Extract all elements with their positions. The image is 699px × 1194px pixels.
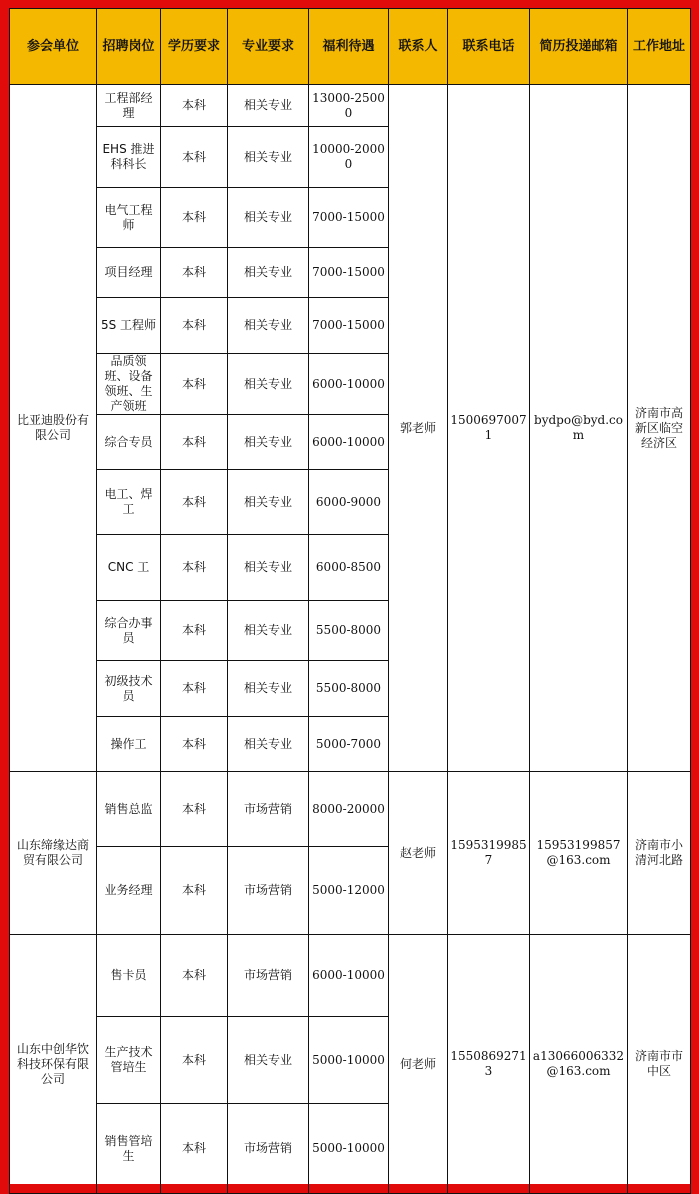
contact-person: 赵老师 (389, 772, 448, 935)
job-salary: 7000-15000 (309, 248, 389, 298)
header-contact: 联系人 (389, 9, 448, 85)
work-address: 济南市市中区 (628, 935, 691, 1194)
job-education: 本科 (161, 601, 228, 661)
job-salary: 6000-10000 (309, 354, 389, 415)
job-salary: 5000-10000 (309, 1104, 389, 1194)
job-education: 本科 (161, 188, 228, 248)
table-row (10, 772, 691, 847)
job-salary: 6000-10000 (309, 935, 389, 1017)
header-major: 专业要求 (228, 9, 309, 85)
job-title: 初级技术员 (97, 661, 161, 717)
job-salary: 5500-8000 (309, 601, 389, 661)
job-title: 业务经理 (97, 847, 161, 935)
job-salary: 5000-10000 (309, 1017, 389, 1104)
contact-person: 何老师 (389, 935, 448, 1194)
job-title: 操作工 (97, 717, 161, 772)
contact-phone: 15953199857 (448, 772, 530, 935)
header-row (10, 9, 691, 85)
contact-phone: 15508692713 (448, 935, 530, 1194)
contact-email: a13066006332@163.com (530, 935, 628, 1194)
job-education: 本科 (161, 1104, 228, 1194)
company-name: 比亚迪股份有限公司 (10, 85, 97, 772)
header-salary: 福利待遇 (309, 9, 389, 85)
job-education: 本科 (161, 772, 228, 847)
job-major: 相关专业 (228, 415, 309, 470)
job-salary: 8000-20000 (309, 772, 389, 847)
job-major: 相关专业 (228, 354, 309, 415)
job-title: EHS 推进科科长 (97, 127, 161, 188)
header-address: 工作地址 (628, 9, 691, 85)
job-education: 本科 (161, 127, 228, 188)
job-education: 本科 (161, 298, 228, 354)
job-title: 电工、焊工 (97, 470, 161, 535)
recruitment-table (9, 8, 691, 1194)
job-salary: 6000-10000 (309, 415, 389, 470)
job-major: 市场营销 (228, 772, 309, 847)
job-title: 综合办事员 (97, 601, 161, 661)
job-salary: 6000-8500 (309, 535, 389, 601)
job-education: 本科 (161, 248, 228, 298)
job-education: 本科 (161, 415, 228, 470)
job-major: 相关专业 (228, 85, 309, 127)
company-name: 山东缔缘达商贸有限公司 (10, 772, 97, 935)
job-title: 电气工程师 (97, 188, 161, 248)
contact-phone: 15006970071 (448, 85, 530, 772)
job-major: 市场营销 (228, 935, 309, 1017)
job-major: 相关专业 (228, 1017, 309, 1104)
job-title: 品质领班、设备领班、生产领班 (97, 354, 161, 415)
job-education: 本科 (161, 470, 228, 535)
job-salary: 5000-7000 (309, 717, 389, 772)
job-title: 销售管培生 (97, 1104, 161, 1194)
job-salary: 5000-12000 (309, 847, 389, 935)
header-company: 参会单位 (10, 9, 97, 85)
contact-person: 郭老师 (389, 85, 448, 772)
job-major: 相关专业 (228, 601, 309, 661)
job-education: 本科 (161, 354, 228, 415)
job-title: 销售总监 (97, 772, 161, 847)
job-title: 5S 工程师 (97, 298, 161, 354)
job-title: 售卡员 (97, 935, 161, 1017)
table-row (10, 85, 691, 127)
job-salary: 7000-15000 (309, 298, 389, 354)
header-email: 简历投递邮箱 (530, 9, 628, 85)
job-major: 市场营销 (228, 1104, 309, 1194)
job-title: CNC 工 (97, 535, 161, 601)
job-major: 相关专业 (228, 127, 309, 188)
company-name: 山东中创华饮科技环保有限公司 (10, 935, 97, 1194)
job-major: 相关专业 (228, 661, 309, 717)
job-education: 本科 (161, 661, 228, 717)
header-education: 学历要求 (161, 9, 228, 85)
job-title: 综合专员 (97, 415, 161, 470)
job-major: 相关专业 (228, 188, 309, 248)
job-education: 本科 (161, 1017, 228, 1104)
job-education: 本科 (161, 85, 228, 127)
job-title: 项目经理 (97, 248, 161, 298)
work-address: 济南市高新区临空经济区 (628, 85, 691, 772)
job-major: 相关专业 (228, 535, 309, 601)
job-salary: 10000-20000 (309, 127, 389, 188)
table-row (10, 935, 691, 1017)
work-address: 济南市小清河北路 (628, 772, 691, 935)
job-education: 本科 (161, 935, 228, 1017)
contact-email: 15953199857@163.com (530, 772, 628, 935)
header-phone: 联系电话 (448, 9, 530, 85)
job-major: 市场营销 (228, 847, 309, 935)
job-salary: 5500-8000 (309, 661, 389, 717)
job-salary: 6000-9000 (309, 470, 389, 535)
job-education: 本科 (161, 717, 228, 772)
job-education: 本科 (161, 535, 228, 601)
job-salary: 7000-15000 (309, 188, 389, 248)
job-education: 本科 (161, 847, 228, 935)
header-position: 招聘岗位 (97, 9, 161, 85)
job-major: 相关专业 (228, 248, 309, 298)
job-major: 相关专业 (228, 717, 309, 772)
job-major: 相关专业 (228, 470, 309, 535)
job-title: 生产技术管培生 (97, 1017, 161, 1104)
job-title: 工程部经理 (97, 85, 161, 127)
job-salary: 13000-25000 (309, 85, 389, 127)
job-major: 相关专业 (228, 298, 309, 354)
contact-email: bydpo@byd.com (530, 85, 628, 772)
